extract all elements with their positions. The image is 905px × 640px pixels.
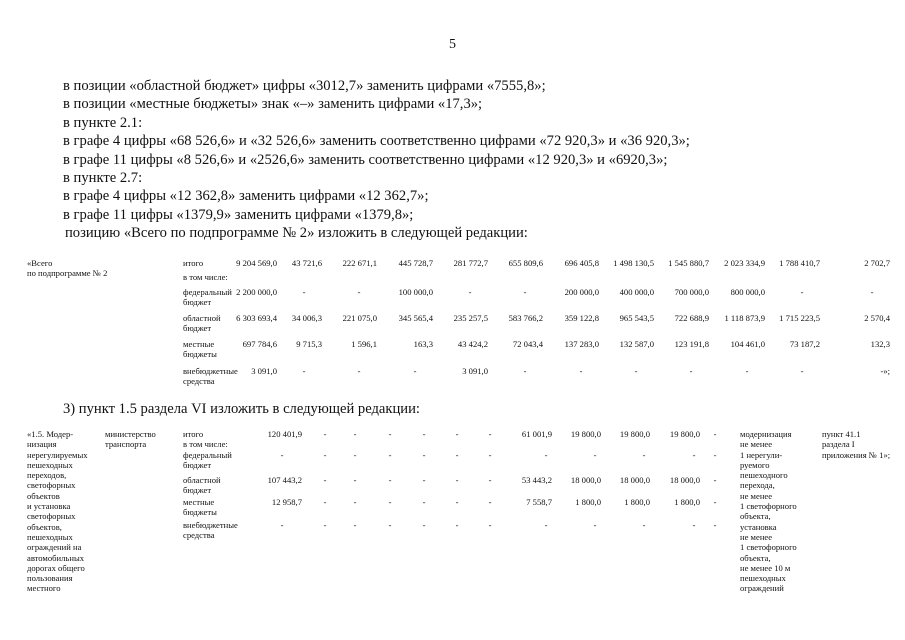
table-cell: - <box>713 429 717 439</box>
table-cell: - <box>455 497 459 507</box>
table-cell: 61 001,9 <box>521 429 552 439</box>
table-cell: - <box>323 429 327 439</box>
row-label: федеральный бюджет <box>183 287 232 308</box>
text-line: в пункте 2.7: <box>63 170 143 187</box>
result-indicator: модернизация не менее 1 нерегули- руемого пешеходного перехода, не менее 1 светофорного объекта, установка не менее 1 светофорного объекта, не менее 10 м пешеходных ограждений <box>740 429 797 594</box>
executor: министерство транспорта <box>105 429 156 450</box>
table-cell: - <box>544 520 548 530</box>
table-cell: 123 191,8 <box>674 339 709 349</box>
page-number: 5 <box>449 37 456 52</box>
table-cell: 6 303 693,4 <box>236 313 277 323</box>
table-cell: 53 443,2 <box>521 475 552 485</box>
table-cell: 34 006,3 <box>291 313 322 323</box>
table-cell: 3 091,0 <box>251 366 277 376</box>
row-label: областной бюджет <box>183 313 221 334</box>
table-cell: 104 461,0 <box>730 339 765 349</box>
table-cell: 19 800,0 <box>669 429 700 439</box>
table-cell: 9 715,3 <box>296 339 322 349</box>
table-cell: 2 023 334,9 <box>724 258 765 268</box>
table-cell: - <box>689 366 693 376</box>
table-cell: 73 187,2 <box>789 339 820 349</box>
table-cell: - <box>280 520 284 530</box>
table-cell: 19 800,0 <box>570 429 601 439</box>
table-cell: 445 728,7 <box>398 258 433 268</box>
table-cell: 1 715 223,5 <box>779 313 820 323</box>
table-cell: - <box>713 520 717 530</box>
table-cell: - <box>713 497 717 507</box>
section-heading: 3) пункт 1.5 раздела VI изложить в следующей редакции: <box>63 401 420 417</box>
text-line: в позиции «местные бюджеты» знак «–» заменить цифрами «17,3»; <box>63 96 483 113</box>
table-cell: 1 788 410,7 <box>779 258 820 268</box>
table-cell: - <box>422 520 426 530</box>
table-cell: - <box>593 450 597 460</box>
table-cell: - <box>388 475 392 485</box>
table-cell: 3 091,0 <box>462 366 488 376</box>
table-cell: 18 000,0 <box>619 475 650 485</box>
table-cell: 655 809,6 <box>508 258 543 268</box>
table-cell: - <box>800 366 804 376</box>
table-cell: - <box>579 366 583 376</box>
table-cell: 235 257,5 <box>453 313 488 323</box>
table-cell: - <box>455 450 459 460</box>
table-cell: - <box>388 520 392 530</box>
table-cell: - <box>488 520 492 530</box>
table-cell: - <box>353 497 357 507</box>
table-cell: 345 565,4 <box>398 313 433 323</box>
table-cell: - <box>280 450 284 460</box>
table-cell: 43 721,6 <box>291 258 322 268</box>
table-cell: 7 558,7 <box>526 497 552 507</box>
table-cell: 2 702,7 <box>864 258 890 268</box>
text-line: в графе 4 цифры «12 362,8» заменить цифрами «12 362,7»; <box>63 188 429 205</box>
table-cell: - <box>323 475 327 485</box>
table-cell: 12 958,7 <box>271 497 302 507</box>
table-cell: 700 000,0 <box>674 287 709 297</box>
table-cell: 221 075,0 <box>342 313 377 323</box>
table-cell: - <box>642 520 646 530</box>
table-cell: - <box>523 287 527 297</box>
table-cell: - <box>388 497 392 507</box>
table-cell: 163,3 <box>413 339 433 349</box>
table-cell: 137 283,0 <box>564 339 599 349</box>
table-cell: - <box>468 287 472 297</box>
table-cell: 107 443,2 <box>267 475 302 485</box>
item-title: «1.5. Модер- низация нерегулируемых пешеходных переходов, светофорных объектов и установка светофорных объектов, пешеходных ограждений на автомобильных дорогах общего пользования местного <box>27 429 88 594</box>
table-cell: 120 401,9 <box>267 429 302 439</box>
table-cell: 1 800,0 <box>575 497 601 507</box>
table-cell: - <box>455 520 459 530</box>
row-title: «Всего по подпрограмме № 2 <box>27 258 108 279</box>
table-cell: 100 000,0 <box>398 287 433 297</box>
table-cell: 132 587,0 <box>619 339 654 349</box>
table-cell: - <box>388 450 392 460</box>
table-cell: 43 424,2 <box>457 339 488 349</box>
text-line: позицию «Всего по подпрограмме № 2» изложить в следующей редакции: <box>65 225 528 242</box>
text-line: в графе 4 цифры «68 526,6» и «32 526,6» заменить соответственно цифрами «72 920,3» и «36 920,3»; <box>63 133 690 150</box>
table-cell: - <box>323 520 327 530</box>
table-cell: 1 800,0 <box>624 497 650 507</box>
table-cell: - <box>593 520 597 530</box>
table-cell: - <box>642 450 646 460</box>
row-label: внебюджетные средства <box>183 366 238 387</box>
table-cell: 132,3 <box>870 339 890 349</box>
table-cell: 722 688,9 <box>674 313 709 323</box>
row-label: федеральный бюджет <box>183 450 232 471</box>
table-cell: - <box>357 366 361 376</box>
table-cell: 400 000,0 <box>619 287 654 297</box>
table-cell: 697 784,6 <box>242 339 277 349</box>
table-cell: 359 122,8 <box>564 313 599 323</box>
table-cell: 2 570,4 <box>864 313 890 323</box>
table-cell: - <box>353 450 357 460</box>
row-label: в том числе: <box>183 439 228 449</box>
row-label: итого <box>183 429 204 439</box>
table-cell: - <box>692 520 696 530</box>
table-cell: - <box>800 287 804 297</box>
table-cell: - <box>745 366 749 376</box>
text-line: в пункте 2.1: <box>63 114 143 131</box>
table-cell: 18 000,0 <box>669 475 700 485</box>
table-cell: - <box>302 287 306 297</box>
table-cell: - <box>634 366 638 376</box>
table-cell: 222 671,1 <box>342 258 377 268</box>
table-cell: 965 543,5 <box>619 313 654 323</box>
table-cell: 583 766,2 <box>508 313 543 323</box>
text-line: в графе 11 цифры «8 526,6» и «2526,6» заменить соответственно цифрами «12 920,3» и «6920,3»; <box>63 151 668 168</box>
table-cell: - <box>422 475 426 485</box>
table-cell: - <box>302 366 306 376</box>
table-cell: 1 800,0 <box>674 497 700 507</box>
table-cell: 1 498 130,5 <box>613 258 654 268</box>
row-label: областной бюджет <box>183 475 221 496</box>
table-cell: - <box>422 497 426 507</box>
table-cell: 19 800,0 <box>619 429 650 439</box>
table-cell: - <box>388 429 392 439</box>
text-line: в позиции «областной бюджет» цифры «3012,7» заменить цифрами «7555,8»; <box>63 78 546 94</box>
text-line: в графе 11 цифры «1379,9» заменить цифрами «1379,8»; <box>63 206 414 223</box>
table-cell: - <box>713 475 717 485</box>
table-cell: - <box>455 475 459 485</box>
table-cell: 281 772,7 <box>453 258 488 268</box>
table-cell: - <box>488 497 492 507</box>
row-label: в том числе: <box>183 272 228 282</box>
table-cell: - <box>692 450 696 460</box>
table-cell: - <box>523 366 527 376</box>
table-cell: 800 000,0 <box>730 287 765 297</box>
table-cell: - <box>413 366 417 376</box>
table-cell: 200 000,0 <box>564 287 599 297</box>
table-cell: -»; <box>880 366 890 376</box>
table-cell: - <box>713 450 717 460</box>
table-cell: 1 596,1 <box>351 339 377 349</box>
table-cell: - <box>870 287 874 297</box>
table-cell: - <box>353 429 357 439</box>
table-cell: - <box>488 450 492 460</box>
table-cell: 1 118 873,9 <box>724 313 765 323</box>
row-label: местные бюджеты <box>183 339 217 360</box>
table-cell: 9 204 569,0 <box>236 258 277 268</box>
table-cell: - <box>323 450 327 460</box>
table-cell: - <box>422 450 426 460</box>
table-cell: 696 405,8 <box>564 258 599 268</box>
table-cell: 18 000,0 <box>570 475 601 485</box>
table-cell: 2 200 000,0 <box>236 287 277 297</box>
table-cell: - <box>357 287 361 297</box>
reference: пункт 41.1 раздела I приложения № 1»; <box>822 429 891 460</box>
table-cell: 72 043,4 <box>512 339 543 349</box>
table-cell: - <box>455 429 459 439</box>
table-cell: - <box>353 475 357 485</box>
row-label: внебюджетные средства <box>183 520 238 541</box>
table-cell: - <box>488 429 492 439</box>
table-cell: - <box>323 497 327 507</box>
table-cell: - <box>488 475 492 485</box>
table-cell: - <box>422 429 426 439</box>
table-cell: - <box>544 450 548 460</box>
table-cell: - <box>353 520 357 530</box>
table-cell: 1 545 880,7 <box>668 258 709 268</box>
row-label: местные бюджеты <box>183 497 217 518</box>
row-label: итого <box>183 258 204 268</box>
